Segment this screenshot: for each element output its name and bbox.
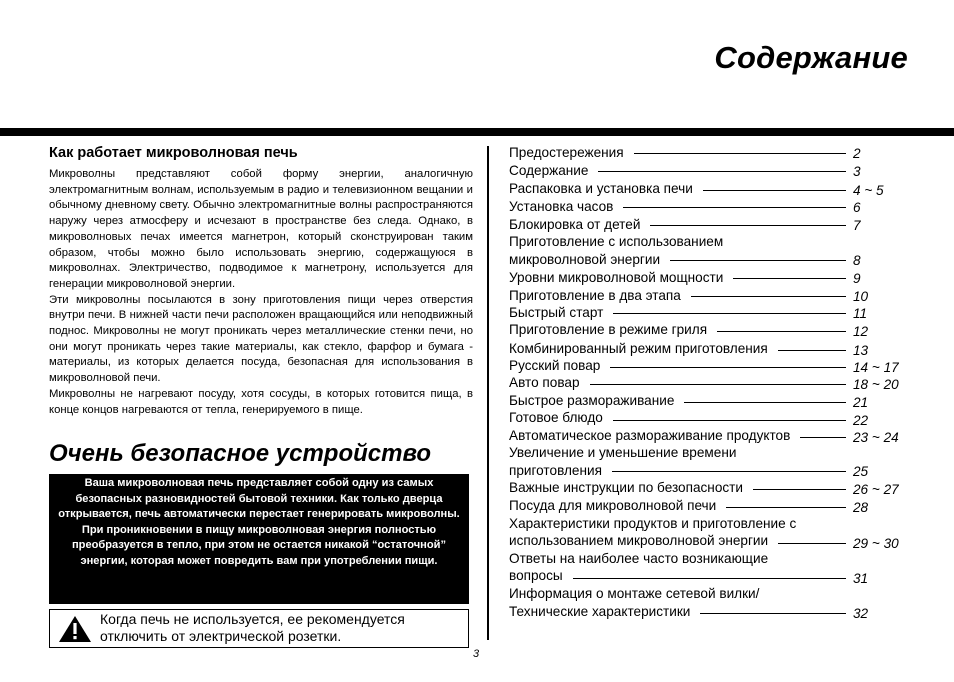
toc-page-number: 31: [853, 571, 869, 586]
paragraph: Эти микроволны посылаются в зону приготовления пищи через отверстия внутри печи. В нижней части печи расположен вращающийся или неподвижный поднос. Микроволны не могут проникать через металлические стенки печи, но они могут проникать через такие материалы, как стекло, фарфор и бумага - материалы, из которых делается посуда, безопасная для использования в микроволновой печи.: [49, 293, 473, 385]
toc-leader-line: [703, 190, 846, 191]
toc-entry-label: Русский повар: [509, 358, 601, 373]
toc-page-number: 8: [853, 253, 861, 268]
toc-entry-label: Готовое блюдо: [509, 410, 603, 425]
toc-leader-line: [670, 260, 846, 261]
warning-box: [49, 609, 469, 648]
toc-page-number: 9: [853, 271, 861, 286]
toc-page-number: 25: [853, 464, 869, 479]
warning-text: Когда печь не используется, ее рекомендуется отключить от электрической розетки.: [100, 611, 405, 644]
page-number: 3: [473, 648, 480, 660]
toc-entry-label: Информация о монтаже сетевой вилки/: [509, 586, 760, 601]
toc-entry-label: Приготовление в режиме гриля: [509, 322, 708, 337]
toc-entry-label: Посуда для микроволновой печи: [509, 498, 717, 513]
toc-entry-label: Распаковка и установка печи: [509, 181, 693, 196]
toc-leader-line: [573, 578, 846, 579]
toc-leader-line: [684, 402, 846, 403]
toc-leader-line: [691, 296, 846, 297]
paragraph: Микроволны не нагревают посуду, хотя сосуды, в которых готовится пища, в конце концов нагреваются от тепла, генерируемого в пище.: [49, 387, 473, 416]
toc-entry-label: Автоматическое размораживание продуктов: [509, 428, 791, 443]
toc-page-number: 28: [853, 500, 869, 515]
toc-page-number: 18 ~ 20: [853, 377, 899, 392]
toc-page-number: 6: [853, 200, 861, 215]
toc-entry-label: Быстрое размораживание: [509, 393, 675, 408]
toc-entry-label: Предостережения: [509, 145, 624, 160]
toc-page-number: 13: [853, 343, 869, 358]
toc-page-number: 14 ~ 17: [853, 360, 899, 375]
toc-page-number: 3: [853, 164, 861, 179]
toc-leader-line: [623, 207, 846, 208]
toc-entry-label-continued: вопросы: [509, 568, 563, 583]
page-title: Содержание: [714, 40, 908, 75]
safe-device-box: Ваша микроволновая печь представляет собой одну из самых безопасных разновидностей бытовой техники. Как только дверца открывается, печь автоматически перестает генерировать микроволны. При проникновении в пищу микроволновая энергия полностью преобразуется в тепло, при этом не остается никакой “остаточной” энергии, которая может повредить вам при употреблении пищи.: [49, 474, 469, 604]
how-it-works-heading: Как работает микроволновая печь: [49, 145, 298, 161]
warning-triangle-icon: [58, 615, 92, 643]
toc-page-number: 11: [853, 306, 868, 321]
toc-page-number: 2: [853, 146, 861, 161]
toc-entry-label: Содержание: [509, 163, 589, 178]
toc-entry-label-continued: использованием микроволновой энергии: [509, 533, 769, 548]
toc-page-number: 32: [853, 606, 869, 621]
toc-entry-label: Увеличение и уменьшение времени: [509, 445, 737, 460]
paragraph: Микроволны представляют собой форму энергии, аналогичную электромагнитным волнам, используемым в радио и телевизионном вещании и обычному дневному свету. Обычно электромагнитные волны распространяются наружу через атмосферу и исчезают в пространстве без следа. Однако, в микроволновых печах имеется магнетрон, который сконструирован таким образом, чтобы можно было использовать энергию, содержащуюся в микроволнах. Электричество, подводимое к магнетрону, используется для генерации микроволновой энергии.: [49, 168, 473, 290]
toc-leader-line: [733, 278, 846, 279]
toc-leader-line: [613, 420, 846, 421]
toc-entry-label: Быстрый старт: [509, 305, 604, 320]
toc-leader-line: [610, 367, 846, 368]
toc-leader-line: [800, 437, 846, 438]
toc-entry-label: Авто повар: [509, 375, 580, 390]
toc-leader-line: [634, 153, 846, 154]
toc-entry-label-continued: Технические характеристики: [509, 604, 691, 619]
toc-leader-line: [717, 331, 846, 332]
how-it-works-body: [49, 167, 473, 418]
how-it-works-section: [49, 144, 473, 418]
toc-leader-line: [612, 471, 846, 472]
toc-leader-line: [613, 313, 846, 314]
toc-entry-label: Комбинированный режим приготовления: [509, 341, 768, 356]
toc-page-number: 4 ~ 5: [853, 183, 884, 198]
top-divider: [0, 128, 954, 136]
toc-page-number: 22: [853, 413, 869, 428]
toc-leader-line: [778, 543, 846, 544]
toc-entry-label: Уровни микроволновой мощности: [509, 270, 724, 285]
toc-leader-line: [700, 613, 846, 614]
toc-page-number: 23 ~ 24: [853, 430, 899, 445]
toc-leader-line: [598, 171, 846, 172]
safe-device-heading: Очень безопасное устройство: [49, 440, 432, 467]
toc-page-number: 21: [853, 395, 869, 410]
toc-entry-label: Приготовление с использованием: [509, 234, 724, 249]
toc-page-number: 29 ~ 30: [853, 536, 899, 551]
toc-entry-label: Установка часов: [509, 199, 614, 214]
toc-leader-line: [778, 350, 846, 351]
toc-entry-label: Характеристики продуктов и приготовление с: [509, 516, 797, 531]
toc-page-number: 12: [853, 324, 869, 339]
column-divider: [487, 146, 489, 640]
toc-entry-label-continued: микроволновой энергии: [509, 252, 661, 267]
toc-leader-line: [590, 384, 846, 385]
toc-entry-label: Блокировка от детей: [509, 217, 641, 232]
toc-entry-label: Ответы на наиболее часто возникающие: [509, 551, 769, 566]
toc-entry-label: Важные инструкции по безопасности: [509, 480, 743, 495]
toc-leader-line: [753, 489, 846, 490]
toc-leader-line: [650, 225, 846, 226]
toc-page-number: 26 ~ 27: [853, 482, 899, 497]
toc-entry-label: Приготовление в два этапа: [509, 288, 681, 303]
toc-entry-label-continued: приготовления: [509, 463, 602, 478]
toc-page-number: 10: [853, 289, 869, 304]
toc-leader-line: [726, 507, 846, 508]
toc-page-number: 7: [853, 218, 861, 233]
